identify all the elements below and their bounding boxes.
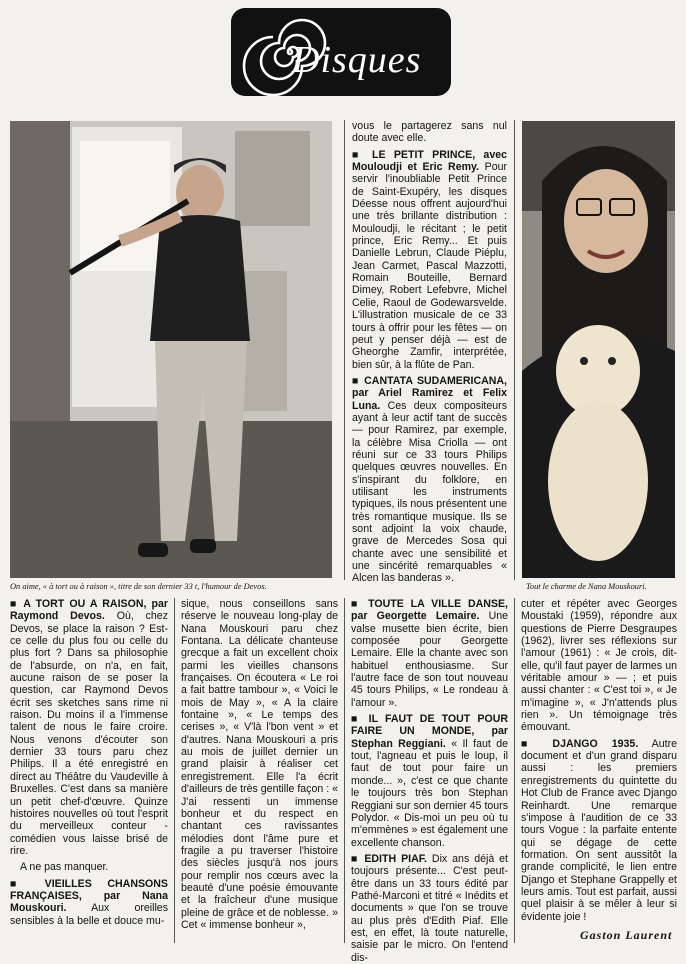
article-column-1 [10,598,168,943]
il-faut-article [351,713,508,849]
a-tort-body: Où, chez Devos, se place la raison ? Est-ce celle du plus fou ou celle du plus fort ? Dans sa philosophie de l'absurde, on n'a, en fait, aucune raison de se poser la question, car Raymond Devos écrit ses sketches sans rime ni raison. Du moins il a l'immense talent de nous le faire croire. Nous venons d'écouter son dernier 33 tours paru chez Philips. Il a été enregistré en direct au Théâtre du Vaudeville à Bruxelles. C'est dans sa manière un petit chef-d'œuvre. Quinze histoires nouvelles où tout l'esprit du merveilleux conteur - comédien vous laisse brisé de rire. [10,610,168,857]
article-column-middle-top [352,120,508,585]
column-rule [514,598,515,943]
django-body: Autre document et d'un grand disparu aussi : les premiers enregistrements du quintette du Hot Club de France avec Django Reinhardt. Une remarque s'impose à l'audition de ce 33 tours Vogue : la parfaite entente qui se dégage de cette formation. On sent aussitôt la grande complicité, le lien entre Django et Stephane Grappelly et leurs amis. Tout est parfait, aussi quel plaisir à se mêler à leur si évidente joie ! [521,737,677,923]
il-faut-heading: ■ IL FAUT DE TOUT POUR FAIRE UN MONDE, par Stephan Reggiani. [351,713,508,750]
column-rule [344,120,345,580]
petit-prince-heading: ■ LE PETIT PRINCE, avec Mouloudji et Eric Remy. [352,148,507,174]
il-faut-body: « Il faut de tout, l'agneau et puis le loup, il faut de tout pour faire un monde... », c'est ce que chante le toujours très bon Stephan Reggiani sur son dernier 45 tours Polydor. « Dis-moi un peu où tu m'emmènes » est également une excellente chanson. [351,737,508,849]
edith-continued: cuter et répéter avec Georges Moustaki (1959), répondre aux questions de Pierre Desgraupes (1962), livrer ses réflexions sur l'amour (1961) : « Je crois, dit-elle, qu'il faut payer de larmes un véritable amour » — ; et puis aussi chanter : « C'est toi », « Je m'imagine », « J'n'attends plus rien ». Un témoignage très émouvant. [521,598,677,734]
django-heading: ■ DJANGO 1935. [521,737,639,750]
column-rule [174,598,175,943]
toute-ville-article [351,598,508,709]
django-article [521,738,677,923]
mouskouri-photo-caption: Tout le charme de Nana Mouskouri. [526,582,647,591]
edith-article [351,853,508,964]
column-rule [514,120,515,580]
intro-text: vous le partagerez sans nul doute avec elle. [352,120,507,145]
vieilles-article [10,878,168,927]
article-column-2 [181,598,338,943]
toute-ville-body: Une valse musette bien écrite, bien composée pour Georgette Lemaire. Elle la chante avec son habituel enthousiasme. Sur l'autre face de son tout nouveau 45 tours Philips, « Le rondeau à l'amour ». [351,610,508,709]
author-signature: Gaston Laurent [580,928,673,942]
toute-ville-heading: ■ TOUTE LA VILLE DANSE, par Georgette Lemaire. [351,598,508,623]
devos-photo-illustration [10,121,332,578]
column-rule [344,598,345,943]
article-column-3 [351,598,508,964]
cantata-heading: ■ CANTATA SUDAMERICANA, par Ariel Ramirez et Felix Luna. [352,374,507,412]
masthead-title: Disques [292,39,422,81]
a-tort-closing: A ne pas manquer. [20,861,109,874]
vieilles-body: Aux oreilles sensibles à la belle et douce mu- [10,902,169,927]
edith-heading: ■ EDITH PIAF. [351,852,427,865]
vieilles-heading: ■ VIEILLES CHANSONS FRANÇAISES, par Nana Mouskouri. [10,877,168,915]
mouskouri-photo [522,121,675,578]
petit-prince-article [352,149,507,371]
cantata-article [352,375,507,585]
vieilles-continued: sique, nous conseillons sans réserve le nouveau long-play de Nana Mouskouri paru chez Fontana. La délicate chanteuse grecque a fait un excellent choix parmi les vieilles chansons françaises. On écoutera « Le roi a fait battre tambour », « Voici le mois de May », « A la claire fontaine », « Le temps des cerises », « V'là l'bon vent » et d'autres. Nana Mouskouri a pris au mois de juillet dernier un grand plaisir à réaliser cet enregistrement. Elle l'a écrit d'ailleurs de très gentille façon : « J'ai ressenti un immense bonheur et du respect en chantant ces ravissantes mélodies dont l'âme pure et fragile a pu traverser l'histoire des siècles jusqu'à nos jours pour remplir nos cœurs avec la beauté d'une poésie émouvante et la fraîcheur d'une musique pleine de grâce et de noblesse. » Cet « immense bonheur », [181,598,338,931]
devos-photo-caption: On aime, « à tort ou à raison », titre de son dernier 33 t, l'humour de Devos. [10,582,267,591]
petit-prince-body: Pour servir l'inoubliable Petit Prince de Saint-Exupéry, les disques Déesse nous offrent aujourd'hui une très brillante distribution : Mouloudji, le récitant ; le petit prince, Eric Remy... Et puis Danielle Lebrun, Claude Piéplu, Jean Carmet, Pascal Mazzotti, Romain Bouteille, Bernard Dimey, Robert Lefebvre, Michel Celie, Raoul de Godewarsvelde. L'illustration musicale de ce 33 tours à offrir pour les fêtes — on peut y penser déjà — est de Gheorghe Zamfir, interprétée, bien sûr, à la flûte de Pan. [352,161,508,371]
edith-body: Dix ans déjà et toujours présente... C'est peut-être dans un 33 tours édité par Pathé-Marconi et titré « Inédits et documents » que l'on se trouve au plus près d'Edith Piaf. Elle est, en effet, là toute naturelle, saisie par le micro. On l'entend dis- [351,852,508,964]
a-tort-heading: ■ A TORT OU A RAISON, par Raymond Devos. [10,598,168,623]
article-column-4 [521,598,677,926]
cantata-body: Ces deux compositeurs ayant à leur actif tant de succès — pour Ramirez, par exemple, la célèbre Misa Criolla — ont réuni sur ce 33 tours Philips quelques œuvres nouvelles. En s'inspirant du folklore, en utilisant les instruments typiques, ils nous présentent une très romantique musique. Ils se sont adjoint la voix chaude, grave de Mercedes Sosa qui chante avec une sensibilité et une sincérité remarquables « Alcen las banderas ». [352,399,507,585]
a-tort-article [10,598,168,857]
mouskouri-photo-illustration [522,121,675,578]
devos-photo [10,121,332,578]
